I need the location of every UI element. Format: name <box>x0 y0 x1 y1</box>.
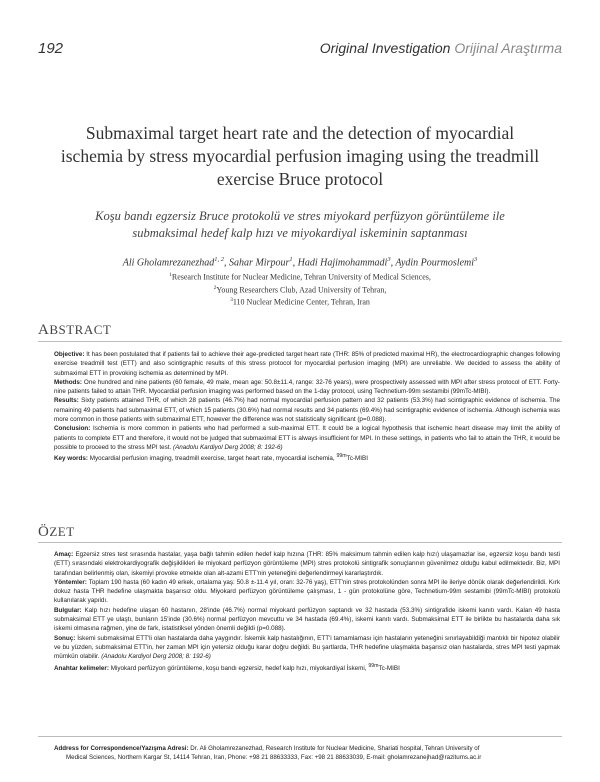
page-number: 192 <box>38 40 64 57</box>
abstract-citation: (Anadolu Kardiyol Derg 2008; 8: 192-6) <box>173 443 283 451</box>
anahtar-text: Miyokard perfüzyon görüntüleme, koşu bandı egzersiz, hedef kalp hızı, miyokardiyal İskemi, <box>110 664 369 672</box>
keywords-sup: 99m <box>336 453 347 460</box>
amac-text: Egzersiz stres test sırasında hastalar, yaşa bağlı tahmin edilen hedef kalp hızına (THR: 85% maksimum tahmin edilen kalp hızı) ulaşamazlar ise, egzersiz koşu bandı testi (ETT) sırasındaki elektrokardiyografik değişiklikleri ile miyokard perfüzyon görüntüleme (MPI) stres protokolü sintigrafik sonuçlarının güvenilmez olduğu kabul edilmektedir. Biz, MPI tarafından belirlenmiş olan, iskemiyi provoke etmekte olan alt-azami ETT'nin yeteneğini değerlendirmeyi kararlaştırdık. <box>54 551 561 577</box>
ozet-citation: (Anadolu Kardiyol Derg 2008; 8: 192-6) <box>101 653 211 661</box>
bulgular-label: Bulgular: <box>54 606 82 614</box>
abstract-conclusion <box>54 424 560 452</box>
conclusion-label: Conclusion: <box>54 425 91 433</box>
conclusion-text: Ischemia is more common in patients who had performed a sub-maximal ETT. It could be a logical hypothesis that ischemic heart disease may limit the ability of patients to complete ETT and therefore, it would not be judged that submaximal ETT is always insufficient for MPI. In these settings, in patients who fail to attain the THR, it would be possible to proceed to the stress MPI test. <box>54 425 561 451</box>
bulgular-text: Kalp hızı hedefine ulaşan 60 hastanın, 28'inde (46.7%) normal miyokard perfüzyon saptandı ve 32 hastada (53.3%) sintigrafide iskemi kanıtı vardı. Kalan 49 hasta submaksimal ETT ye ulaştı, bunların 15'inde (30.6%) normal perfüzyon mevcuttu ve 34 hastada (69.4%), iskemi kanıtı vardı. Submaksimal ETT ile birlikte bu hastalarda daha sık iskemi olmasına rağmen, yine de fark, istatistiksel yönden önemli değildi (p=0.088). <box>54 606 561 633</box>
anahtar-tail: Tc-MIBI <box>378 664 400 672</box>
abstract-keywords <box>54 452 560 463</box>
ozet-bulgular <box>54 606 560 634</box>
affiliation-text: Research Institute for Nuclear Medicine, Tehran University of Medical Sciences, <box>171 272 431 282</box>
author-sup: 3 <box>474 256 478 263</box>
ozet-rule <box>38 542 562 543</box>
keywords-tail: Tc-MIBI <box>346 455 368 463</box>
author-name: Hadi Hajimohammadi <box>297 257 388 269</box>
correspondence-block <box>54 744 540 762</box>
affiliation-text: Young Researchers Club, Azad University of Tehran, <box>216 285 387 295</box>
author-sup: 3 <box>387 256 391 263</box>
anahtar-sup: 99m <box>368 662 379 669</box>
objective-text: It has been postulated that if patients fail to achieve their age-predicted target heart rate (THR: 85% of predicted maximal HR), the electrocardiographic changes following exercise treadmill test (ETT) and also scintigraphic results of this stress protocol for myocardial perfusion imaging (MPI) are unreliable. We decided to assess the ability of submaximal ETT in provoking ischemia as determined by MPI. <box>54 351 561 377</box>
correspondence-label: Address for Correspondence/Yazışma Adresi: <box>54 745 189 752</box>
ozet-yontem <box>54 578 560 606</box>
affiliation-sup: 3 <box>230 297 233 304</box>
sonuc-label: Sonuç: <box>54 634 76 642</box>
article-subtitle: Koşu bandı egzersiz Bruce protokolü ve stres miyokard perfüzyon görüntüleme ile submaksimal hedef kalp hızı ve miyokardiyal iskeminin saptanması <box>95 209 505 240</box>
abstract-objective <box>54 350 560 378</box>
abstract-heading-rest: BSTRACT <box>49 322 112 337</box>
ozet-sonuc <box>54 634 560 662</box>
abstract-rule <box>38 341 562 342</box>
affiliation-list <box>40 270 560 308</box>
ozet-heading-cap: Ö <box>38 524 50 540</box>
abstract-body <box>54 350 560 464</box>
results-label: Results: <box>54 397 79 405</box>
methods-label: Methods: <box>54 378 82 386</box>
correspondence-line: Medical Sciences, Northern Kargar St, 14114 Tehran, Iran, Phone: +98 21 88633333, Fax: +98 21 88633039, E-mail: gholamrezanejhad@razitums.ac.ir <box>66 754 482 761</box>
page-header <box>38 40 562 60</box>
author-sup: 1, 2 <box>214 256 225 263</box>
sonuc-text: İskemi submaksimal ETT'li olan hastalarda daha yaygındır. İskemik kalp hastalığının, ETT'i tamamlaması için hastaların yeteneğini sınırlayabildiği mantıklı bir hipotez olabilir ve bu yüzden, submaksimal ETT'in, her zaman MPI için yetersiz olduğu karar doğru değildi. Bu şartlarda, THR hedefine ulaşmakta başarısız olan hastalarda, stres MPI testi yapmak mümkün olabilir. <box>54 634 561 661</box>
affiliation-sup: 1 <box>169 272 172 278</box>
abstract-heading <box>38 322 111 339</box>
author-name: Sahar Mirpour <box>229 257 290 269</box>
section-label <box>320 40 562 56</box>
affiliation-sup: 2 <box>213 284 217 291</box>
author-name: Aydin Pourmoslemi <box>395 257 475 269</box>
yontem-label: Yöntemler: <box>54 578 87 586</box>
affiliation <box>40 283 560 296</box>
yontem-text: Toplam 190 hasta (60 kadın 49 erkek, ortalama yaş: 50.8 ±-11.4 yıl, oran: 32-76 yaş), ETT'nin stres protokolünden sonra MPI ile ileriye dönük olarak değerlendirildi. Kırk dokuz hasta THR hedefine ulaşmakta başarısız oldu. Miyokard perfüzyon görüntüleme çalışması, 1 - gün protokolüne göre, Technetium-99m sestamibi (99mTc-MIBI) protokolü kullanılarak yapıldı. <box>54 578 560 605</box>
methods-text: One hundred and nine patients (60 female, 49 male, mean age: 50.8±11.4, range: 32-76 years), were prospectively assessed with MPI after stress protocol of ETT. Forty-nine patients failed to attain THR. Myocardial perfusion imaging was performed based on the 1-day protocol, using Technetium-99m sestamibi (99mTc-MIBI). <box>54 378 561 396</box>
results-text: Sixty patients attained THR, of which 28 patients (46.7%) had normal myocardial perfusion pattern and 32 patients (53.3%) had scintigraphic evidence of ischemia. The remaining 49 patients had submaximal ETT, of which 15 patients (30.6%) had normal results and 34 patients (69.4%) had scintigraphic evidence of ischemia. Although ischemia was more common in those patients with submaximal ETT, however the difference was not statistically significant (p=0.088). <box>54 397 560 424</box>
abstract-heading-cap: A <box>38 322 50 338</box>
affiliation <box>40 295 560 308</box>
correspondence-line <box>54 744 540 753</box>
author-sup: 1 <box>289 256 293 263</box>
ozet-anahtar <box>54 662 560 673</box>
correspondence-rule <box>38 736 562 737</box>
objective-label: Objective: <box>54 351 85 358</box>
ozet-body <box>54 550 560 673</box>
author-list: Ali Gholamrezanezhad$^{1, 2}$, Sahar Mirpour$^1$, Hadi Hajimohammadi$^3$, Aydin Pourmoslemi$^3$ <box>122 256 478 269</box>
author-name: Ali Gholamrezanezhad <box>122 257 215 269</box>
amac-label: Amaç: <box>54 551 74 558</box>
ozet-amac <box>54 550 560 578</box>
ozet-heading <box>38 524 75 541</box>
anahtar-label: Anahtar kelimeler: <box>54 664 109 672</box>
affiliation-text: 110 Nuclear Medicine Center, Tehran, Iran <box>232 297 370 307</box>
correspondence-text-1: Dr. Ali Gholamrezanezhad, Research Institute for Nuclear Medicine, Shariati hospital, Tehran University of <box>190 745 480 752</box>
keywords-text: Myocardial perfusion imaging, treadmill exercise, target heart rate, myocardial ischemia, <box>89 455 337 463</box>
keywords-label: Key words: <box>54 455 88 463</box>
abstract-methods <box>54 378 560 397</box>
article-title: Submaximal target heart rate and the detection of myocardial ischemia by stress myocardial perfusion imaging using the treadmill exercise Bruce protocol <box>60 123 540 189</box>
section-label-en: Original Investigation <box>319 40 451 56</box>
section-label-tr: Orijinal Araştırma <box>454 40 562 56</box>
affiliation <box>40 270 560 283</box>
abstract-results <box>54 396 560 424</box>
ozet-heading-rest: ZET <box>49 524 75 539</box>
